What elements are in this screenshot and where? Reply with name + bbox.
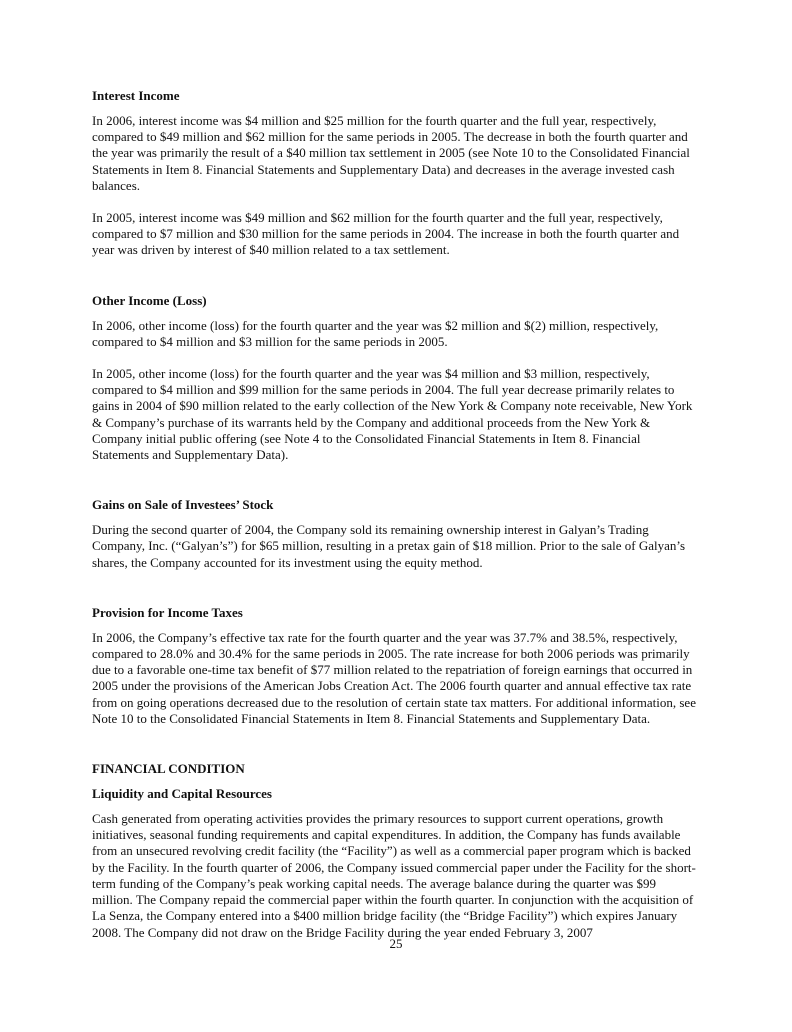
page-content: [92, 88, 700, 957]
section-spacer: [92, 275, 700, 293]
paragraph-other-income-2005: In 2005, other income (loss) for the fourth quarter and the year was $4 million and $3 million, respectively, compared to $4 million and $99 million for the same periods in 2004. The full year decrease primarily relates to gains in 2004 of $90 million related to the early collection of the New York & Company note receivable, New York & Company’s purchase of its warrants held by the Company and additional proceeds from the New York & Company initial public offering (see Note 4 to the Consolidated Financial Statements in Item 8. Financial Statements and Supplementary Data).: [92, 366, 693, 463]
heading-other-income: Other Income (Loss): [92, 292, 207, 308]
heading-gains-on-sale: Gains on Sale of Investees’ Stock: [92, 497, 274, 513]
section-spacer: [92, 587, 700, 605]
heading-liquidity-capital: Liquidity and Capital Resources: [92, 786, 272, 802]
paragraph-interest-income-2005: In 2005, interest income was $49 million and $62 million for the fourth quarter and the full year, respectively, compared to $7 million and $30 million for the same periods in 2004. The increase in both the fourth quarter and year was driven by interest of $40 million related to a tax settlement.: [92, 210, 680, 258]
heading-interest-income: Interest Income: [92, 88, 180, 103]
heading-financial-condition: FINANCIAL CONDITION: [92, 761, 245, 777]
section-spacer: [92, 743, 700, 761]
heading-provision-taxes: Provision for Income Taxes: [92, 604, 243, 620]
paragraph-provision-taxes: In 2006, the Company’s effective tax rate for the fourth quarter and the year was 37.7% and 38.5%, respectively, compared to 28.0% and 30.4% for the same periods in 2005. The rate increase for both 2006 periods was primarily due to a favorable one-time tax benefit of $77 million related to the repatriation of foreign earnings that occurred in 2005 under the provisions of the American Jobs Creation Act. The 2006 fourth quarter and annual effective tax rate from on going operations decreased due to the resolution of certain state tax matters. For additional information, see Note 10 to the Consolidated Financial Statements in Item 8. Financial Statements and Supplementary Data.: [92, 629, 696, 726]
paragraph-liquidity: Cash generated from operating activities provides the primary resources to support current operations, growth initiatives, seasonal funding requirements and capital expenditures. In addition, the Company has funds available from an unsecured revolving credit facility (the “Facility”) as well as a commercial paper program which is backed by the Facility. In the fourth quarter of 2006, the Company issued commercial paper under the Facility for the short-term funding of the Company’s peak working capital needs. The average balance during the quarter was $99 million. The Company repaid the commercial paper within the fourth quarter. In conjunction with the acquisition of La Senza, the Company entered into a $400 million bridge facility (the “Bridge Facility”) which expires January 2008. The Company did not draw on the Bridge Facility during the year ended February 3, 2007: [92, 811, 696, 940]
section-spacer: [92, 479, 700, 497]
paragraph-gains-on-sale: During the second quarter of 2004, the Company sold its remaining ownership interest in Galyan’s Trading Company, Inc. (“Galyan’s”) for $65 million, resulting in a pretax gain of $18 million. Prior to the sale of Galyan’s shares, the Company accounted for its investment using the equity method.: [92, 522, 686, 570]
paragraph-interest-income-2006: In 2006, interest income was $4 million and $25 million for the fourth quarter and the full year, respectively, compared to $49 million and $62 million for the same periods in 2005. The decrease in both the fourth quarter and the year was primarily the result of a $40 million tax settlement in 2005 (see Note 10 to the Consolidated Financial Statements in Item 8. Financial Statements and Supplementary Data) and decreases in the average invested cash balances.: [92, 113, 690, 193]
page-number: 25: [389, 936, 403, 951]
paragraph-other-income-2006: In 2006, other income (loss) for the fourth quarter and the year was $2 million and $(2) million, respectively, compared to $4 million and $3 million for the same periods in 2005.: [92, 317, 659, 349]
